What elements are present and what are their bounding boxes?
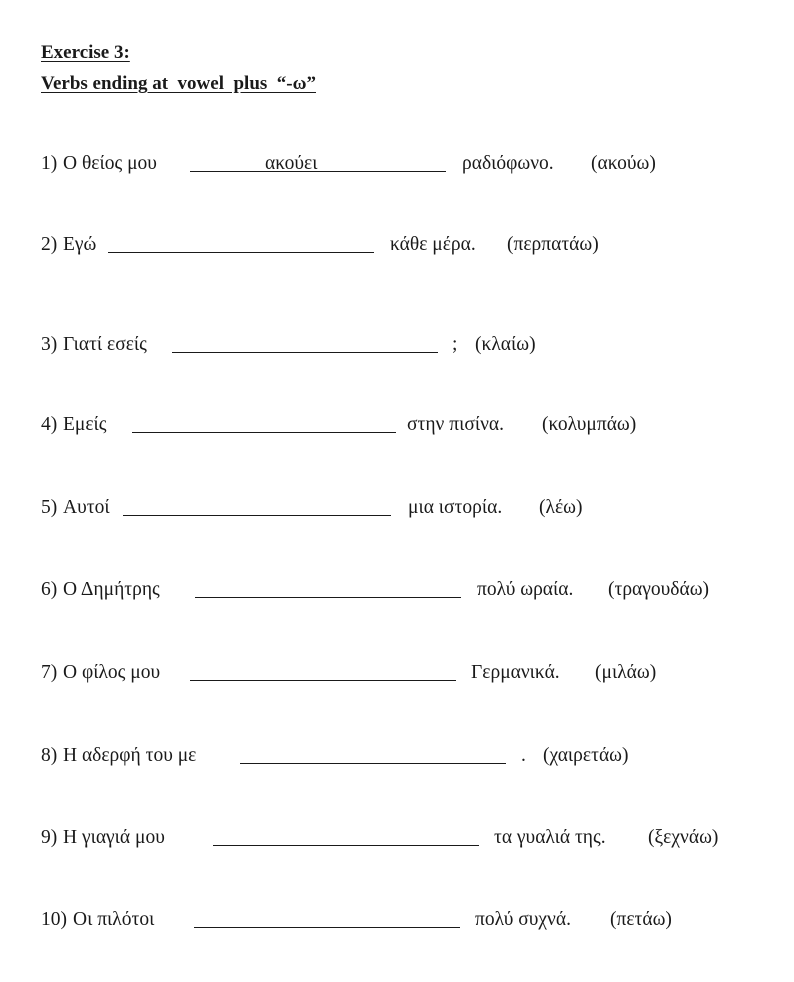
- item-number: 1): [41, 153, 58, 174]
- exercise-item-1: [41, 153, 781, 179]
- item-number: 2): [41, 234, 58, 255]
- item-number: 10): [41, 909, 67, 930]
- exercise-item-3: [41, 334, 781, 360]
- exercise-item-9: [41, 827, 781, 853]
- item-prefix: Αυτοί: [63, 497, 110, 518]
- answer-blank[interactable]: [190, 171, 446, 172]
- item-number: 6): [41, 579, 58, 600]
- item-number: 3): [41, 334, 58, 355]
- item-suffix: πολύ συχνά.: [475, 909, 571, 930]
- verb-hint: (περπατάω): [507, 234, 599, 255]
- verb-hint: (πετάω): [610, 909, 672, 930]
- item-number: 7): [41, 662, 58, 683]
- answer-blank[interactable]: [108, 252, 374, 253]
- item-suffix: στην πισίνα.: [407, 414, 504, 435]
- answer-blank[interactable]: [190, 680, 456, 681]
- item-suffix: πολύ ωραία.: [477, 579, 574, 600]
- exercise-item-10: [41, 909, 781, 935]
- item-prefix: Ο φίλος μου: [63, 662, 161, 683]
- item-prefix: Εγώ: [63, 234, 97, 255]
- item-suffix: κάθε μέρα.: [390, 234, 476, 255]
- item-suffix: μια ιστορία.: [408, 497, 503, 518]
- answer-blank[interactable]: [123, 515, 391, 516]
- item-prefix: Οι πιλότοι: [73, 909, 155, 930]
- item-prefix: Γιατί εσείς: [63, 334, 147, 355]
- item-prefix: Η αδερφή του με: [63, 745, 197, 766]
- item-prefix: Η γιαγιά μου: [63, 827, 165, 848]
- item-number: 4): [41, 414, 58, 435]
- answer-blank[interactable]: [240, 763, 506, 764]
- item-suffix: Γερμανικά.: [471, 662, 560, 683]
- verb-hint: (κλαίω): [475, 334, 536, 355]
- item-prefix: Ο θείος μου: [63, 153, 157, 174]
- answer-blank[interactable]: [172, 352, 438, 353]
- verb-hint: (λέω): [539, 497, 583, 518]
- verb-hint: (ακούω): [591, 153, 656, 174]
- exercise-item-7: [41, 662, 781, 688]
- answer-blank[interactable]: [195, 597, 461, 598]
- exercise-title: Exercise 3:: [41, 42, 130, 63]
- item-number: 8): [41, 745, 58, 766]
- item-number: 9): [41, 827, 58, 848]
- exercise-item-4: [41, 414, 781, 440]
- exercise-item-8: [41, 745, 781, 771]
- item-suffix: .: [521, 745, 526, 766]
- item-suffix: τα γυαλιά της.: [494, 827, 606, 848]
- answer-blank[interactable]: [194, 927, 460, 928]
- exercise-item-5: [41, 497, 781, 523]
- verb-hint: (ξεχνάω): [648, 827, 719, 848]
- exercise-item-6: [41, 579, 781, 605]
- verb-hint: (χαιρετάω): [543, 745, 629, 766]
- item-number: 5): [41, 497, 58, 518]
- answer-blank[interactable]: [132, 432, 396, 433]
- verb-hint: (τραγουδάω): [608, 579, 710, 600]
- item-suffix: ραδιόφωνο.: [462, 153, 554, 174]
- item-prefix: Εμείς: [63, 414, 107, 435]
- item-prefix: Ο Δημήτρης: [63, 579, 160, 600]
- answer-blank[interactable]: [213, 845, 479, 846]
- verb-hint: (κολυμπάω): [542, 414, 637, 435]
- exercise-subtitle: Verbs ending at vowel plus “-ω”: [41, 73, 316, 94]
- filled-answer: ακούει: [265, 153, 318, 174]
- item-suffix: ;: [452, 334, 458, 355]
- exercise-item-2: [41, 234, 781, 260]
- verb-hint: (μιλάω): [595, 662, 657, 683]
